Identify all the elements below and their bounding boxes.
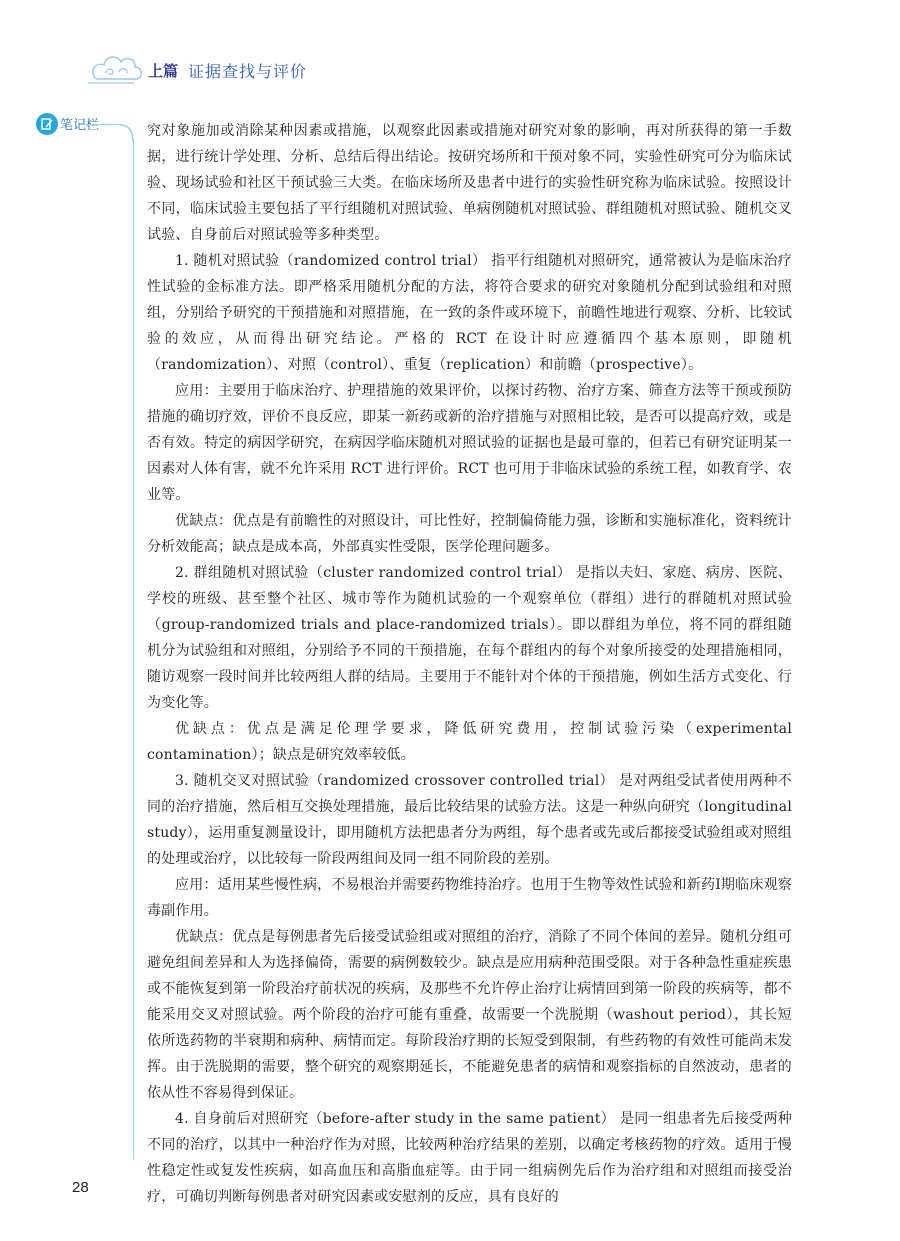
section-title: 证据查找与评价 xyxy=(188,62,308,81)
page-number: 28 xyxy=(72,1179,89,1196)
margin-rule-top xyxy=(80,124,122,125)
paragraph-before-after: 4. 自身前后对照研究（before-after study in the same patient） 是同一组患者先后接受两种不同的治疗，以其中一种治疗作为对照，比较两种治疗结果的差别，以确定考核药物的疗效。适用于慢性稳定性或复发性疾病，如高血压和高脂血症等。由于同一组病例先后作为治疗组和对照组而接受治疗，可确切判断每例患者对研究因素或安慰剂的反应，具有良好的 xyxy=(147,1111,792,1205)
paragraph-rct: 1. 随机对照试验（randomized control trial） 指平行组随机对照研究，通常被认为是临床治疗性试验的金标准方法。即严格采用随机分配的方法，将符合要求的研究对象随机分配到试验组和对照组，分别给予研究的干预措施和对照措施，在一致的条件或环境下，前瞻性地进行观察、分析、比较试验的效应，从而得出研究结论。严格的 RCT 在设计时应遵循四个基本原则，即随机（randomization）、对照（control）、重复（replication）和前瞻（prospective）。 xyxy=(147,253,792,373)
note-pencil-icon xyxy=(36,113,58,135)
margin-rule-corner xyxy=(118,120,138,144)
paragraph-rct-pros-cons: 优缺点：优点是有前瞻性的对照设计，可比性好，控制偏倚能力强，诊断和实施标准化，资料统计分析效能高；缺点是成本高，外部真实性受限，医学伦理问题多。 xyxy=(147,513,792,555)
running-header xyxy=(88,46,408,86)
paragraph-crossover: 3. 随机交叉对照试验（randomized crossover controlled trial） 是对两组受试者使用两种不同的治疗措施，然后相互交换处理措施，最后比较结果的试验方法。这是一种纵向研究（longitudinal study），运用重复测量设计，即用随机方法把患者分为两组，每个患者或先或后都接受试验组或对照组的处理或治疗，以比较每一阶段两组间及同一组不同阶段的差别。 xyxy=(147,773,792,867)
notes-label: 笔记栏 xyxy=(60,118,100,133)
part-label: 上篇 xyxy=(148,62,179,80)
paragraph-cluster-pros-cons: 优缺点：优点是满足伦理学要求，降低研究费用，控制试验污染（experimental contamination）；缺点是研究效率较低。 xyxy=(147,721,792,763)
margin-rule xyxy=(133,140,134,1160)
paragraph-cluster-rct: 2. 群组随机对照试验（cluster randomized control trial） 是指以夫妇、家庭、病房、医院、学校的班级、甚至整个社区、城市等作为随机试验的一个观察单位（群组）进行的群随机对照试验（group-randomized trials and place-randomized trials）。即以群组为单位，将不同的群组随机分为试验组和对照组，分别给予不同的干预措施，在每个群组内的每个对象所接受的处理措施相同，随访观察一段时间并比较两组人群的结局。主要用于不能针对个体的干预措施，例如生活方式变化、行为变化等。 xyxy=(147,565,792,711)
body-text xyxy=(147,118,792,1210)
cloud-ornament-icon xyxy=(88,46,146,86)
paragraph-crossover-pros-cons: 优缺点：优点是每例患者先后接受试验组或对照组的治疗，消除了不同个体间的差异。随机分组可避免组间差异和人为选择偏倚，需要的病例数较少。缺点是应用病种范围受限。对于各种急性重症疾患或不能恢复到第一阶段治疗前状况的疾病，及那些不允许停止治疗让病情回到第一阶段的疾病等，都不能采用交叉对照试验。两个阶段的治疗可能有重叠，故需要一个洗脱期（washout period），其长短依所选药物的半衰期和病种、病情而定。每阶段治疗期的长短受到限制，有些药物的有效性可能尚未发挥。由于洗脱期的需要，整个研究的观察期延长，不能避免患者的病情和观察指标的自然波动，患者的依从性不容易得到保证。 xyxy=(147,929,792,1101)
paragraph-rct-application: 应用：主要用于临床治疗、护理措施的效果评价，以探讨药物、治疗方案、筛查方法等干预或预防措施的确切疗效，评价不良反应，即某一新药或新的治疗措施与对照相比较，是否可以提高疗效，或是否有效。特定的病因学研究，在病因学临床随机对照试验的证据也是最可靠的，但若已有研究证明某一因素对人体有害，就不允许采用 RCT 进行评价。RCT 也可用于非临床试验的系统工程，如教育学、农业等。 xyxy=(147,383,792,503)
paragraph-intro: 究对象施加或消除某种因素或措施，以观察此因素或措施对研究对象的影响，再对所获得的第一手数据，进行统计学处理、分析、总结后得出结论。按研究场所和干预对象不同，实验性研究可分为临床试验、现场试验和社区干预试验三大类。在临床场所及患者中进行的实验性研究称为临床试验。按照设计不同，临床试验主要包括了平行组随机对照试验、单病例随机对照试验、群组随机对照试验、随机交叉试验、自身前后对照试验等多种类型。 xyxy=(147,123,792,243)
paragraph-crossover-application: 应用：适用某些慢性病，不易根治并需要药物维持治疗。也用于生物等效性试验和新药Ⅰ期临床观察毒副作用。 xyxy=(147,877,792,919)
